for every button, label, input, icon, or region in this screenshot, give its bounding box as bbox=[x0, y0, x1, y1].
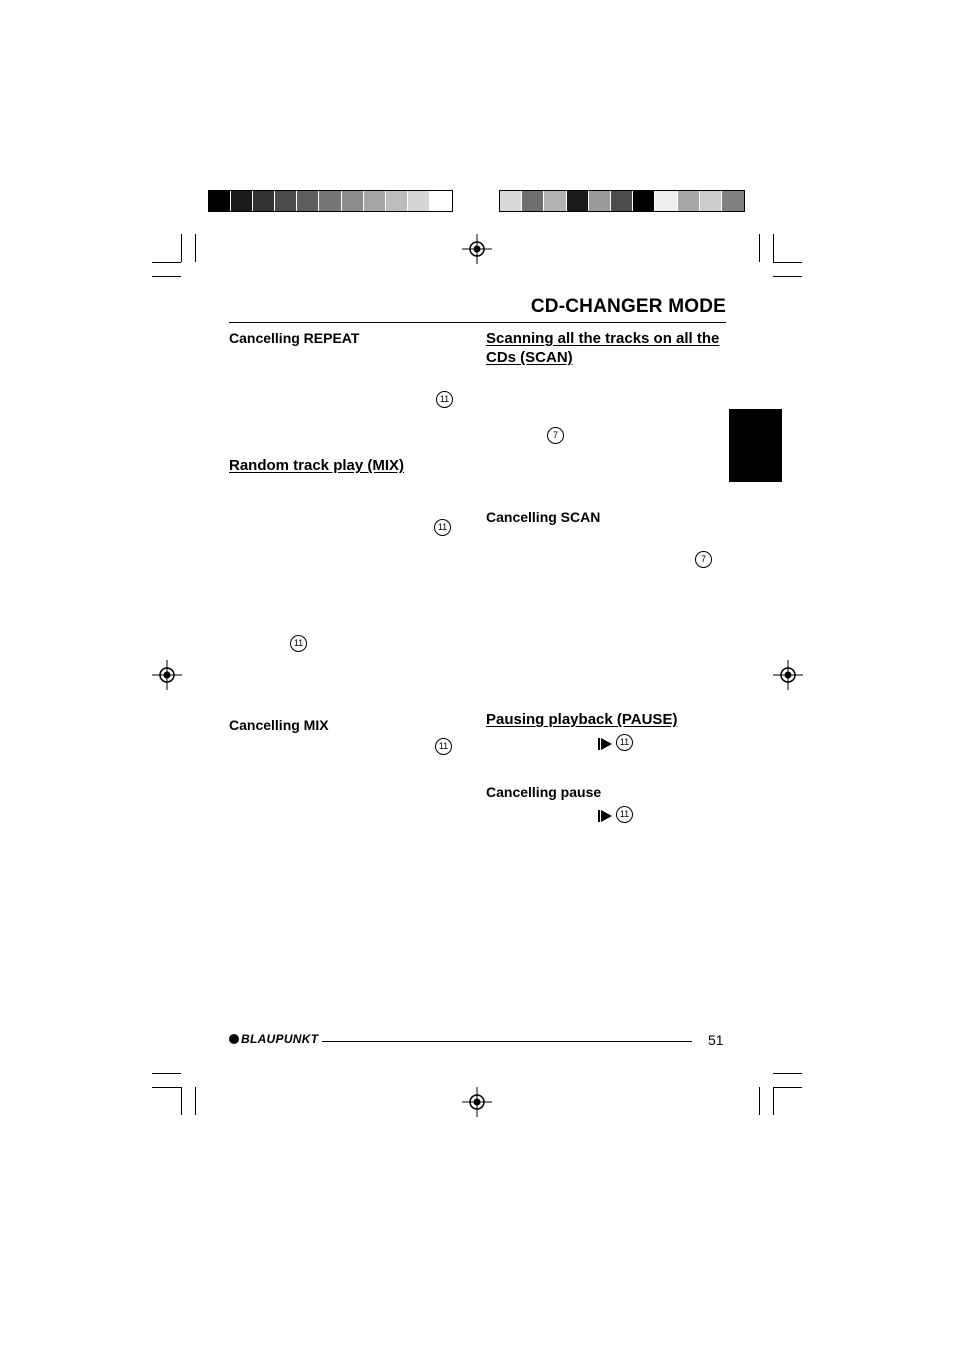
button-ref-11: 11 bbox=[616, 806, 633, 823]
color-swatch bbox=[544, 191, 566, 211]
color-swatch bbox=[364, 191, 386, 211]
color-swatch bbox=[297, 191, 319, 211]
color-swatch bbox=[408, 191, 430, 211]
footer-rule bbox=[322, 1041, 692, 1042]
scan-heading bbox=[486, 329, 719, 367]
registration-mark-left-icon bbox=[152, 660, 182, 690]
button-ref-11: 11 bbox=[435, 738, 452, 755]
button-ref-7: 7 bbox=[547, 427, 564, 444]
button-ref-11: 11 bbox=[436, 391, 453, 408]
button-ref-11: 11 bbox=[616, 734, 633, 751]
cancelling-pause-heading: Cancelling pause bbox=[486, 784, 602, 800]
cancelling-mix-heading: Cancelling MIX bbox=[229, 717, 329, 733]
scan-heading-line2: CDs (SCAN) bbox=[486, 349, 573, 366]
color-swatch bbox=[722, 191, 744, 211]
color-swatch bbox=[678, 191, 700, 211]
cancelling-repeat-heading: Cancelling REPEAT bbox=[229, 330, 360, 346]
color-swatch bbox=[567, 191, 589, 211]
button-ref-11: 11 bbox=[290, 635, 307, 652]
color-swatch bbox=[430, 191, 452, 211]
brand-dot-icon bbox=[229, 1034, 239, 1044]
pause-heading: Pausing playback (PAUSE) bbox=[486, 711, 678, 728]
color-swatch bbox=[319, 191, 341, 211]
registration-mark-right-icon bbox=[773, 660, 803, 690]
color-swatch bbox=[633, 191, 655, 211]
color-strip-right bbox=[499, 190, 745, 212]
title-rule bbox=[229, 322, 726, 323]
cancelling-scan-heading: Cancelling SCAN bbox=[486, 509, 601, 525]
registration-mark-bottom-icon bbox=[462, 1087, 492, 1117]
color-swatch bbox=[700, 191, 722, 211]
color-swatch bbox=[611, 191, 633, 211]
color-swatch bbox=[253, 191, 275, 211]
mix-heading: Random track play (MIX) bbox=[229, 457, 405, 474]
color-swatch bbox=[231, 191, 253, 211]
brand-logo bbox=[229, 1032, 318, 1046]
color-swatch bbox=[522, 191, 544, 211]
color-swatch bbox=[500, 191, 522, 211]
scan-heading-line1: Scanning all the tracks on all the bbox=[486, 330, 720, 347]
color-swatch bbox=[275, 191, 297, 211]
color-swatch bbox=[209, 191, 231, 211]
button-ref-7: 7 bbox=[695, 551, 712, 568]
button-ref-11: 11 bbox=[434, 519, 451, 536]
language-tab bbox=[729, 409, 782, 482]
page-number: 51 bbox=[708, 1032, 724, 1048]
color-swatch bbox=[589, 191, 611, 211]
color-swatch bbox=[342, 191, 364, 211]
color-swatch bbox=[386, 191, 408, 211]
registration-mark-top-icon bbox=[462, 234, 492, 264]
page-title: CD-CHANGER MODE bbox=[530, 296, 726, 317]
color-strip-left bbox=[208, 190, 453, 212]
brand-name: BLAUPUNKT bbox=[241, 1032, 319, 1046]
color-swatch bbox=[655, 191, 677, 211]
